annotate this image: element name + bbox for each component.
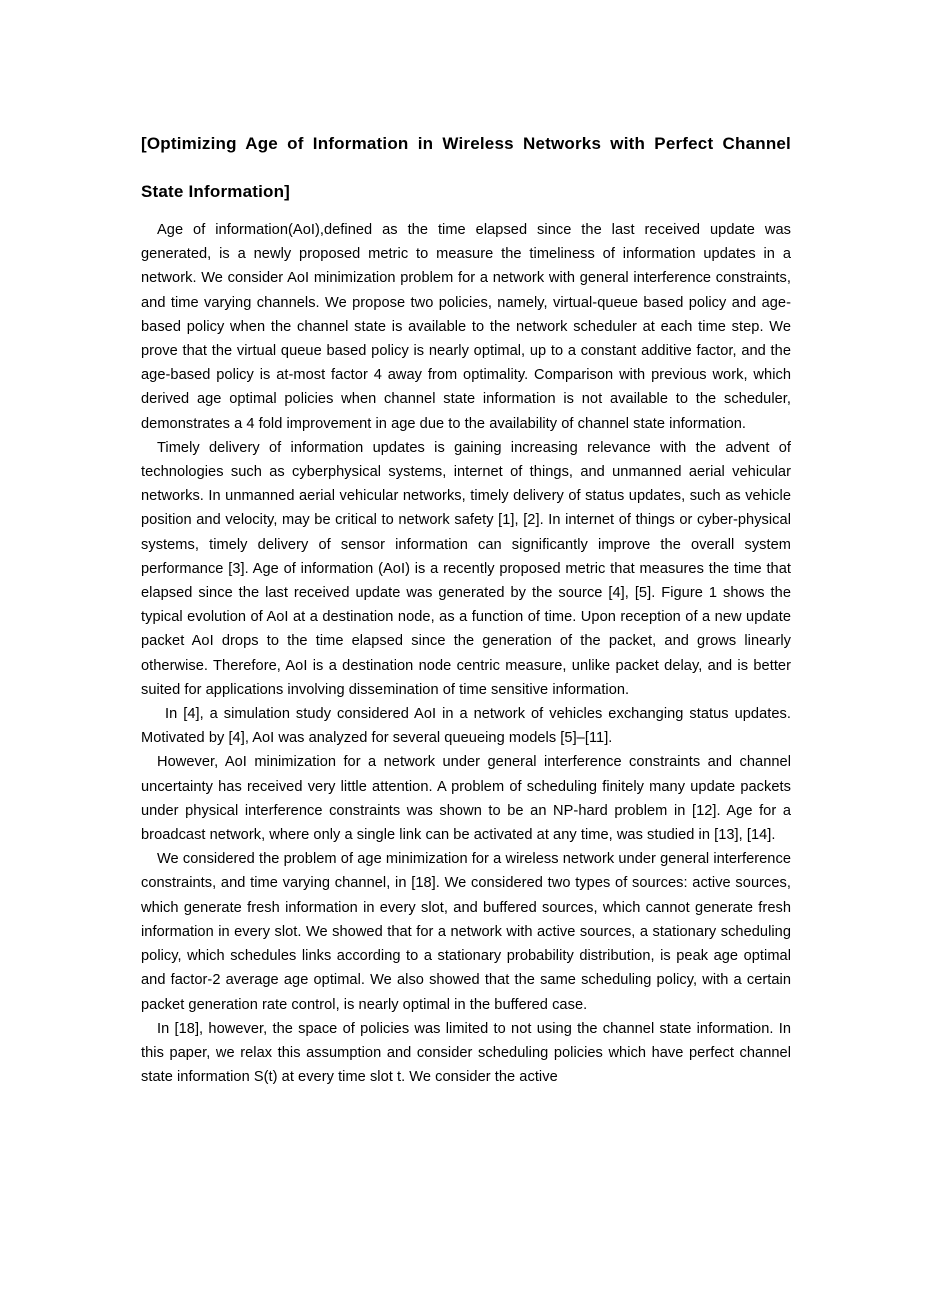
body-paragraph: Timely delivery of information updates is gaining increasing relevance with the advent of technologies such as cyberphysical systems, internet of things, and unmanned aerial vehicular networks. In unmanned aerial vehicular networks, timely delivery of status updates, such as vehicle position and velocity, may be critical to network safety [1], [2]. In internet of things or cyber-physical systems, timely delivery of sensor information can significantly improve the overall system performance [3]. Age of information (AoI) is a recently proposed metric that measures the time that elapsed since the last received update was generated by the source [4], [5]. Figure 1 shows the typical evolution of AoI at a destination node, as a function of time. Upon reception of a new update packet AoI drops to the time elapsed since the generation of the packet, and grows linearly otherwise. Therefore, AoI is a destination node centric measure, unlike packet delay, and is better suited for applications involving dissemination of time sensitive information. — [141, 439, 791, 698]
document-page — [141, 120, 791, 1089]
body-paragraph: However, AoI minimization for a network under general interference constraints and channel uncertainty has received very little attention. A problem of scheduling finitely many update packets under physical interference constraints was shown to be an NP-hard problem in [12]. Age for a broadcast network, where only a single link can be activated at any time, was studied in [13], [14]. — [141, 754, 791, 844]
document-title: [Optimizing Age of Information in Wireless Networks with Perfect Channel State Information] — [141, 134, 791, 201]
body-paragraph: In [18], however, the space of policies was limited to not using the channel state information. In this paper, we relax this assumption and consider scheduling policies which have perfect channel state information S(t) at every time slot t. We consider the active — [141, 1020, 791, 1086]
abstract-paragraph: Age of information(AoI),defined as the time elapsed since the last received update was generated, is a newly proposed metric to measure the timeliness of information updates in a network. We consider AoI minimization problem for a network with general interference constraints, and time varying channels. We propose two policies, namely, virtual-queue based policy and age-based policy when the channel state is available to the network scheduler at each time step. We prove that the virtual queue based policy is nearly optimal, up to a constant additive factor, and the age-based policy is at-most factor 4 away from optimality. Comparison with previous work, which derived age optimal policies when channel state information is not available to the scheduler, demonstrates a 4 fold improvement in age due to the availability of channel state information. — [141, 222, 791, 432]
body-paragraph: We considered the problem of age minimization for a wireless network under general interference constraints, and time varying channel, in [18]. We considered two types of sources: active sources, which generate fresh information in every slot, and buffered sources, which cannot generate fresh information in every slot. We showed that for a network with active sources, a stationary scheduling policy, which schedules links according to a stationary probability distribution, is peak age optimal and factor-2 average age optimal. We also showed that the same scheduling policy, with a certain packet generation rate control, is nearly optimal in the buffered case. — [141, 851, 791, 1013]
body-paragraph: In [4], a simulation study considered AoI in a network of vehicles exchanging status updates. Motivated by [4], AoI was analyzed for several queueing models [5]–[11]. — [141, 706, 791, 747]
